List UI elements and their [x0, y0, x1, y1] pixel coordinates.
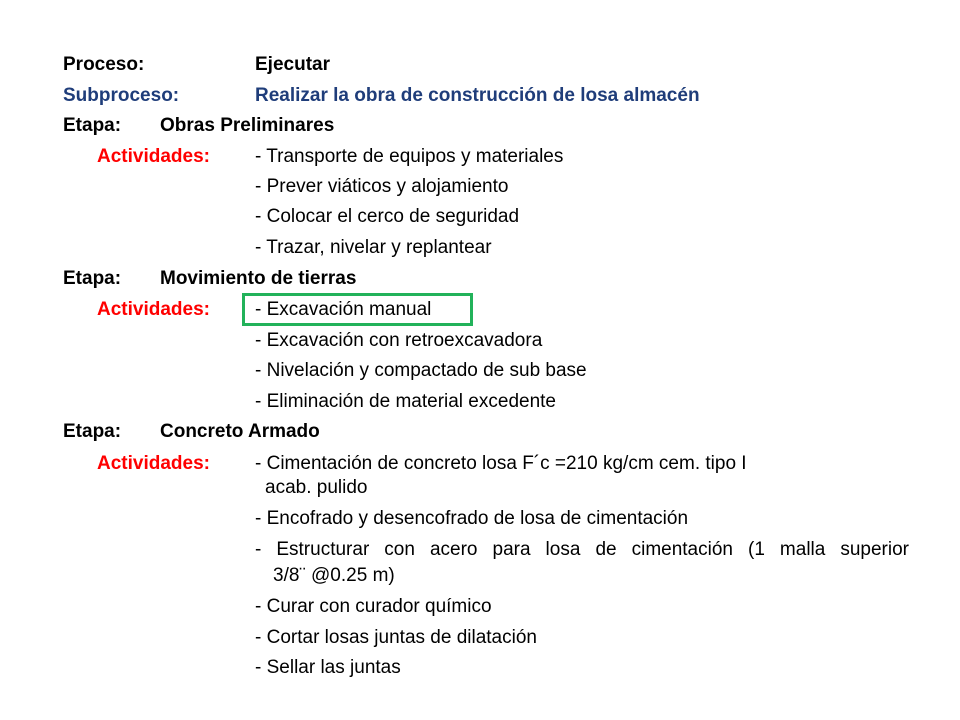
activity-item: - Prever viáticos y alojamiento — [255, 176, 509, 197]
activity-item: - Curar con curador químico — [255, 596, 492, 617]
etapa-3-name: Concreto Armado — [160, 421, 320, 442]
activity-item: - Encofrado y desencofrado de losa de cimentación — [255, 508, 689, 529]
activity-item: - Colocar el cerco de seguridad — [255, 206, 520, 227]
etapa-1-label: Etapa: — [63, 115, 122, 136]
activity-item: - Eliminación de material excedente — [255, 391, 556, 412]
proceso-value: Ejecutar — [255, 54, 330, 75]
etapa-3-label: Etapa: — [63, 421, 122, 442]
proceso-label: Proceso: — [63, 54, 145, 75]
activity-item: - Transporte de equipos y materiales — [255, 146, 564, 167]
etapa-2-actividades-label: Actividades: — [97, 299, 210, 320]
etapa-1-name: Obras Preliminares — [160, 115, 335, 136]
subproceso-label: Subproceso: — [63, 85, 180, 106]
etapa-1-actividades-label: Actividades: — [97, 146, 210, 167]
etapa-2-label: Etapa: — [63, 268, 122, 289]
activity-item-continuation: 3/8¨ @0.25 m) — [273, 565, 395, 586]
activity-item: - Cimentación de concreto losa F´c =210 kg/cm cem. tipo I — [255, 453, 747, 474]
activity-item: - Cortar losas juntas de dilatación — [255, 627, 537, 648]
etapa-3-actividades-label: Actividades: — [97, 453, 210, 474]
activity-item: - Excavación con retroexcavadora — [255, 330, 543, 351]
activity-item: - Estructurar con acero para losa de cimentación (1 malla superior — [255, 539, 909, 560]
activity-item: - Trazar, nivelar y replantear — [255, 237, 492, 258]
activity-item-continuation: acab. pulido — [265, 477, 368, 498]
activity-item: - Nivelación y compactado de sub base — [255, 360, 587, 381]
subproceso-value: Realizar la obra de construcción de losa almacén — [255, 85, 700, 106]
etapa-2-name: Movimiento de tierras — [160, 268, 357, 289]
activity-item: - Sellar las juntas — [255, 657, 401, 678]
activity-item-highlighted: - Excavación manual — [255, 299, 432, 320]
